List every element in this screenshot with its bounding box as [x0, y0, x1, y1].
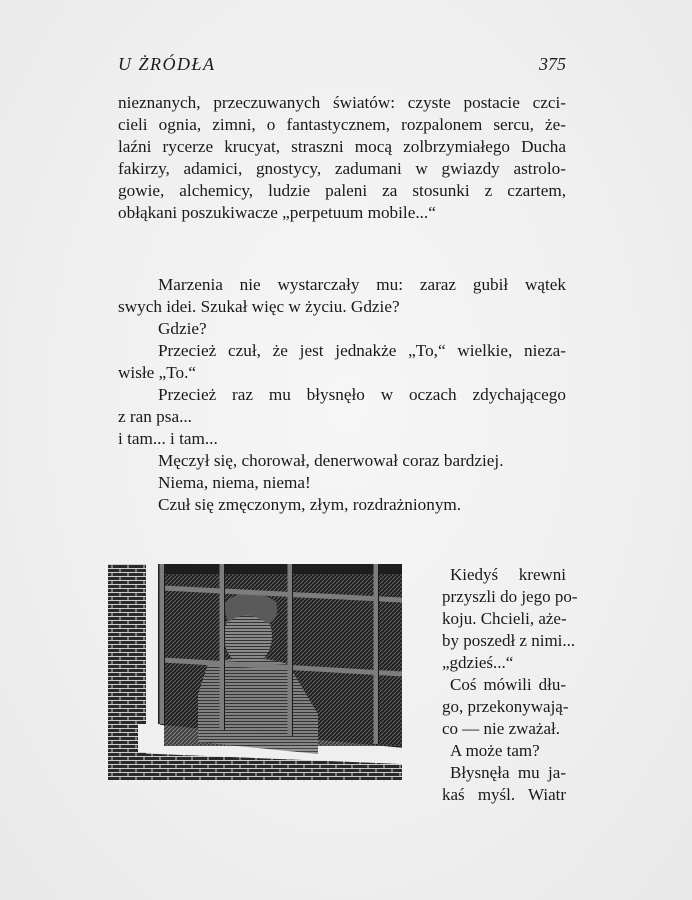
text-line: Marzenia nie wystarczały mu: zaraz gubił wątek: [158, 275, 566, 294]
text-line: cieli ognia, zimni, o fantastycznem, rozpalonem sercu, że-: [118, 115, 566, 134]
text-line: Niema, niema, niema!: [158, 473, 311, 492]
text-line: przyszli do jego po-: [442, 587, 578, 606]
text-line: Męczył się, chorował, denerwował coraz bardziej.: [158, 451, 504, 470]
woodcut-illustration: [108, 564, 402, 780]
text-line: swych idei. Szukał więc w życiu. Gdzie?: [118, 297, 400, 316]
chapter-title: U ŻRÓDŁA: [118, 54, 216, 74]
text-line: Błysnęła mu ja-: [450, 763, 566, 782]
text-line: by poszedł z nimi...: [442, 631, 576, 650]
text-line: Czuł się zmęczonym, złym, rozdrażnionym.: [158, 495, 462, 514]
window-figure-illustration: [108, 564, 402, 780]
text-line: Kiedyś krewni: [450, 565, 566, 584]
page-number: 375: [539, 54, 566, 74]
text-line: wisłe „To.“: [118, 363, 197, 382]
text-line: Przecież czuł, że jest jednakże „To,“ wielkie, nieza-: [158, 341, 566, 360]
text-line: Przecież raz mu błysnęło w oczach zdychającego: [158, 385, 566, 404]
text-line: koju. Chcieli, aże-: [442, 609, 567, 628]
text-line: nieznanych, przeczuwanych światów: czyste postacie czci-: [118, 93, 566, 112]
text-line: obłąkani poszukiwacze „perpetuum mobile...“: [118, 203, 436, 222]
text-line: Gdzie?: [158, 319, 207, 338]
running-head: [118, 54, 566, 80]
text-line: fakirzy, adamici, gnostycy, zadumani w gwiazdy astrolo-: [118, 159, 566, 178]
text-line: i tam... i tam...: [118, 429, 218, 448]
text-line: gowie, alchemicy, ludzie paleni za stosunki z czartem,: [118, 181, 566, 200]
text-line: kaś myśl. Wiatr: [442, 785, 566, 804]
text-line: laźni rycerze krucyat, straszni mocą zolbrzymiałego Ducha: [118, 137, 566, 156]
text-line: „gdzieś...“: [442, 653, 514, 672]
text-line: z ran psa...: [118, 407, 192, 426]
text-line: go, przekonywają-: [442, 697, 569, 716]
text-line: Coś mówili dłu-: [450, 675, 566, 694]
text-line: co — nie zważał.: [442, 719, 560, 738]
text-line: A może tam?: [450, 741, 540, 760]
